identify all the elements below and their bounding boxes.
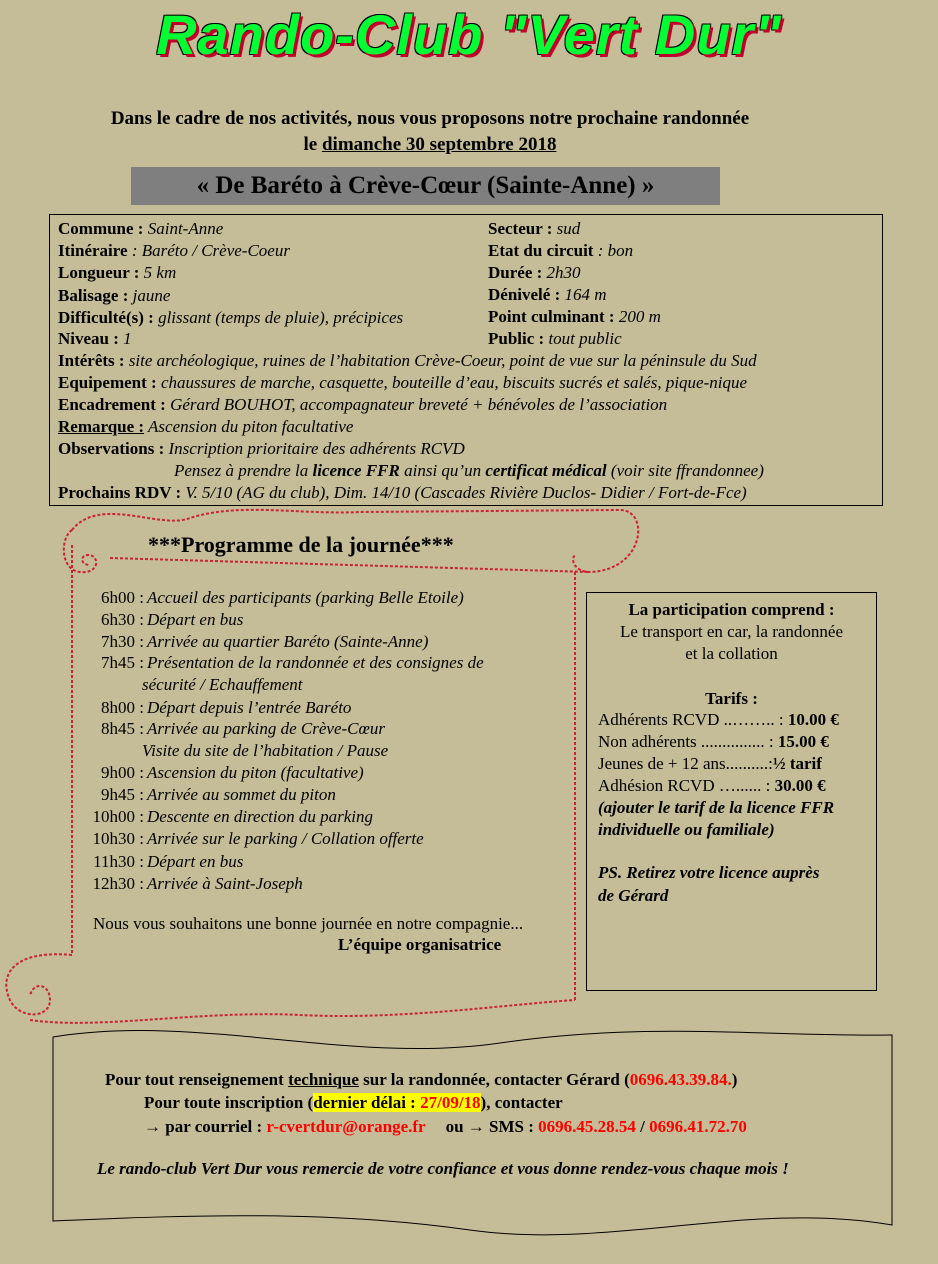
tarif-row xyxy=(598,731,829,753)
programme-closing: Nous vous souhaitons une bonne journée en notre compagnie... xyxy=(93,914,524,933)
programme-activity: Visite du site de l’habitation / Pause xyxy=(142,741,389,760)
intro-le: le xyxy=(303,134,322,155)
tarifs-note-1: (ajouter le tarif de la licence FFR xyxy=(598,798,835,817)
programme-title: ***Programme de la journée*** xyxy=(148,532,454,557)
info-denivele: Dénivelé : 164 m xyxy=(488,285,607,304)
hike-title: « De Baréto à Crève-Cœur (Sainte-Anne) » xyxy=(131,167,720,205)
intro-line: Dans le cadre de nos activités, nous vous proposons notre prochaine randonnée xyxy=(110,108,750,129)
info-pensez: Pensez à prendre la licence FFR ainsi qu’un certificat médical (voir site ffrandonnee) xyxy=(174,461,764,480)
programme-time: 7h45 : xyxy=(101,653,144,672)
hike-date: dimanche 30 septembre 2018 xyxy=(321,134,557,155)
participation-line2: et la collation xyxy=(685,644,778,663)
programme-activity: Arrivée au parking de Crève-Cœur xyxy=(147,719,385,738)
programme-time: 10h00 : xyxy=(92,807,144,826)
ps-line-1: PS. Retirez votre licence auprès xyxy=(598,863,820,882)
sms-phone-1[interactable]: 0696.45.28.54 xyxy=(538,1117,636,1136)
programme-time: 7h30 : xyxy=(101,632,144,651)
info-niveau: Niveau : 1 xyxy=(58,329,132,348)
info-etat: Etat du circuit : bon xyxy=(488,241,634,260)
club-title: Rando-Club "Vert Dur" xyxy=(156,3,782,66)
programme-time: 11h30 : xyxy=(93,852,144,871)
info-observations: Observations : Inscription prioritaire des adhérents RCVD xyxy=(58,439,465,458)
programme-activity: Arrivée au quartier Baréto (Sainte-Anne) xyxy=(147,632,429,651)
contact-email[interactable]: r-cvertdur@orange.fr xyxy=(266,1117,426,1136)
programme-activity: Départ en bus xyxy=(147,610,244,629)
programme-time: 9h45 : xyxy=(101,785,144,804)
info-longueur: Longueur : 5 km xyxy=(58,263,177,282)
info-point-culminant: Point culminant : 200 m xyxy=(488,307,661,326)
info-remarque: Remarque : Ascension du piton facultative xyxy=(58,417,354,436)
info-secteur: Secteur : sud xyxy=(488,219,581,238)
tarif-label: Non adhérents ............... : xyxy=(598,732,778,751)
info-equipement: Equipement : chaussures de marche, casquette, bouteille d’eau, biscuits sucrés et salés, pique-nique xyxy=(58,373,748,392)
gerard-phone[interactable]: 0696.43.39.84. xyxy=(629,1070,732,1089)
info-public: Public : tout public xyxy=(488,329,622,348)
programme-activity: Arrivée sur le parking / Collation offerte xyxy=(147,829,424,848)
info-interets: Intérêts : site archéologique, ruines de l’habitation Crève-Coeur, point de vue sur la péninsule du Sud xyxy=(58,351,757,370)
tarif-price: ½ tarif xyxy=(772,754,822,773)
participation-title: La participation comprend : xyxy=(628,600,835,619)
programme-activity: Ascension du piton (facultative) xyxy=(147,763,364,782)
programme-time: 6h00 : xyxy=(101,588,144,607)
programme-activity: Départ depuis l’entrée Baréto xyxy=(147,698,352,717)
info-commune: Commune : Saint-Anne xyxy=(58,219,224,238)
programme-activity: Arrivée à Saint-Joseph xyxy=(147,874,303,893)
contact-line-1: Pour tout renseignement technique sur la randonnée, contacter Gérard (0696.43.39.84.) xyxy=(105,1070,738,1089)
programme-time: 6h30 : xyxy=(101,610,144,629)
contact-line-2: Pour toute inscription (dernier délai : 27/09/18), contacter xyxy=(144,1093,563,1112)
programme-activity: Arrivée au sommet du piton xyxy=(147,785,336,804)
contact-line-3: → par courriel : r-cvertdur@orange.fr ou → SMS : 0696.45.28.54 / 0696.41.72.70 xyxy=(144,1117,747,1136)
programme-time: 8h00 : xyxy=(101,698,144,717)
tarifs-note-2: individuelle ou familiale) xyxy=(598,820,775,839)
programme-time: 12h30 : xyxy=(92,874,144,893)
ps-line-2: de Gérard xyxy=(598,886,669,905)
programme-activity: Présentation de la randonnée et des consignes de xyxy=(147,653,484,672)
info-encadrement: Encadrement : Gérard BOUHOT, accompagnateur breveté + bénévoles de l’association xyxy=(58,395,668,414)
tarif-label: Adhésion RCVD …...... : xyxy=(598,776,775,795)
participation-line1: Le transport en car, la randonnée xyxy=(619,622,844,641)
tarifs-title: Tarifs : xyxy=(705,689,758,708)
tarif-label: Adhérents RCVD ..…….. : xyxy=(598,710,788,729)
programme-activity: sécurité / Echauffement xyxy=(142,675,303,694)
intro-date-line xyxy=(0,134,860,156)
programme-activity: Descente en direction du parking xyxy=(147,807,373,826)
tarif-label: Jeunes de + 12 ans..........: xyxy=(598,754,773,773)
info-duree: Durée : 2h30 xyxy=(488,263,581,282)
tarif-row xyxy=(598,775,826,797)
contact-thanks: Le rando-club Vert Dur vous remercie de votre confiance et vous donne rendez-vous chaque mois ! xyxy=(97,1159,789,1178)
tarif-row xyxy=(598,753,822,775)
programme-activity: Départ en bus xyxy=(147,852,244,871)
programme-time: 9h00 : xyxy=(101,763,144,782)
tarif-price: 30.00 € xyxy=(774,776,826,795)
info-difficulte: Difficulté(s) : glissant (temps de pluie), précipices xyxy=(58,308,404,327)
sms-phone-2[interactable]: 0696.41.72.70 xyxy=(649,1117,747,1136)
programme-time: 8h45 : xyxy=(101,719,144,738)
programme-signature: L’équipe organisatrice xyxy=(338,935,502,954)
programme-time: 10h30 : xyxy=(92,829,144,848)
info-itineraire: Itinéraire : Baréto / Crève-Coeur xyxy=(58,241,290,260)
info-prochains-rdv: Prochains RDV : V. 5/10 (AG du club), Dim. 14/10 (Cascades Rivière Duclos- Didier / Fort-de-Fce) xyxy=(58,483,747,502)
tarif-price: 10.00 € xyxy=(787,710,839,729)
info-balisage: Balisage : jaune xyxy=(58,286,171,305)
programme-activity: Accueil des participants (parking Belle Etoile) xyxy=(147,588,464,607)
tarif-row xyxy=(598,709,839,731)
tarif-price: 15.00 € xyxy=(777,732,829,751)
